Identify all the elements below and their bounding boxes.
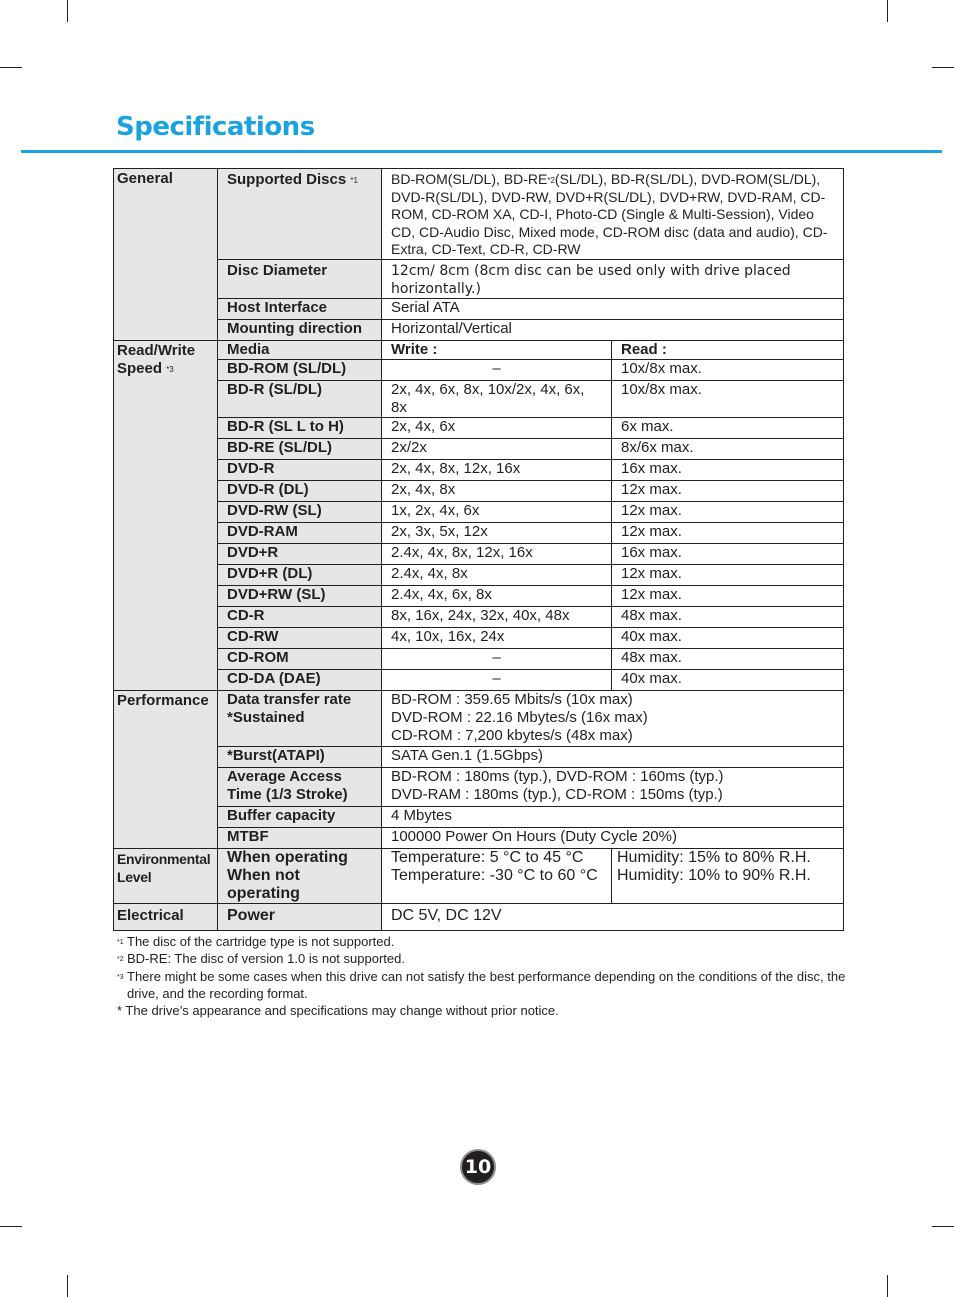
- row-mounting-direction: [114, 319, 844, 340]
- value-mounting-direction: Horizontal/Vertical: [382, 319, 844, 340]
- label-host-interface: Host Interface: [218, 298, 382, 319]
- header-media: Media: [218, 340, 382, 359]
- speed-row: [114, 480, 844, 501]
- value-buffer: 4 Mbytes: [382, 806, 844, 827]
- row-supported-discs: [114, 169, 844, 260]
- speed-write: 2x, 4x, 8x: [382, 480, 612, 501]
- speed-media: CD-DA (DAE): [218, 669, 382, 690]
- speed-write: 1x, 2x, 4x, 6x: [382, 501, 612, 522]
- crop-mark: [932, 67, 954, 68]
- value-burst: SATA Gen.1 (1.5Gbps): [382, 746, 844, 767]
- value-average-access: BD-ROM : 180ms (typ.), DVD-ROM : 160ms (typ.) DVD-RAM : 180ms (typ.), CD-ROM : 150ms (typ.): [382, 767, 844, 806]
- speed-row: [114, 359, 844, 380]
- row-host-interface: [114, 298, 844, 319]
- category-general: General: [114, 169, 218, 341]
- speed-write: –: [382, 648, 612, 669]
- speed-media: CD-RW: [218, 627, 382, 648]
- page-title: Specifications: [116, 112, 315, 142]
- label-burst: *Burst(ATAPI): [218, 746, 382, 767]
- speed-row: [114, 459, 844, 480]
- speed-media: DVD+RW (SL): [218, 585, 382, 606]
- value-host-interface: Serial ATA: [382, 298, 844, 319]
- speed-row: [114, 543, 844, 564]
- speed-row: [114, 438, 844, 459]
- category-electrical: Electrical: [114, 903, 218, 930]
- specifications-table: [113, 168, 844, 931]
- speed-media: BD-R (SL L to H): [218, 417, 382, 438]
- header-read: Read :: [612, 340, 844, 359]
- crop-mark: [0, 1226, 22, 1227]
- speed-media: CD-R: [218, 606, 382, 627]
- crop-mark: [887, 1275, 888, 1297]
- speed-read: 6x max.: [612, 417, 844, 438]
- speed-row: [114, 669, 844, 690]
- footnotes: [117, 933, 847, 1019]
- speed-read: 12x max.: [612, 585, 844, 606]
- row-mtbf: [114, 827, 844, 848]
- label-data-transfer: Data transfer rate *Sustained: [218, 690, 382, 746]
- crop-mark: [67, 0, 68, 22]
- speed-read: 48x max.: [612, 648, 844, 669]
- row-speed-header: [114, 340, 844, 359]
- label-environmental: When operating When not operating: [218, 848, 382, 903]
- speed-read: 10x/8x max.: [612, 380, 844, 417]
- speed-media: BD-R (SL/DL): [218, 380, 382, 417]
- speed-write: 2x, 4x, 6x: [382, 417, 612, 438]
- crop-mark: [0, 67, 22, 68]
- label-disc-diameter: Disc Diameter: [218, 259, 382, 298]
- speed-row: [114, 380, 844, 417]
- speed-write: 2x/2x: [382, 438, 612, 459]
- category-performance: Performance: [114, 690, 218, 848]
- speed-media: DVD+R (DL): [218, 564, 382, 585]
- row-burst: [114, 746, 844, 767]
- value-data-transfer: BD-ROM : 359.65 Mbits/s (10x max) DVD-ROM : 22.16 Mbytes/s (16x max) CD-ROM : 7,200 kbytes/s (48x max): [382, 690, 844, 746]
- value-temperature: Temperature: 5 °C to 45 °C Temperature: -30 °C to 60 °C: [382, 848, 612, 903]
- speed-read: 10x/8x max.: [612, 359, 844, 380]
- label-mtbf: MTBF: [218, 827, 382, 848]
- label-buffer: Buffer capacity: [218, 806, 382, 827]
- footnote: *3 There might be some cases when this drive can not satisfy the best performance depending on the conditions of the disc, the drive, and the recording format.: [117, 968, 846, 1001]
- crop-mark: [932, 1226, 954, 1227]
- crop-mark: [67, 1275, 68, 1297]
- speed-read: 40x max.: [612, 669, 844, 690]
- footnote: *1 The disc of the cartridge type is not supported.: [117, 934, 395, 949]
- speed-media: CD-ROM: [218, 648, 382, 669]
- speed-write: 2.4x, 4x, 8x, 12x, 16x: [382, 543, 612, 564]
- speed-write: 2.4x, 4x, 8x: [382, 564, 612, 585]
- row-data-transfer: [114, 690, 844, 746]
- label-power: Power: [218, 903, 382, 930]
- speed-media: DVD+R: [218, 543, 382, 564]
- speed-write: –: [382, 359, 612, 380]
- speed-read: 48x max.: [612, 606, 844, 627]
- speed-row: [114, 648, 844, 669]
- speed-write: 4x, 10x, 16x, 24x: [382, 627, 612, 648]
- category-read-write-speed: Read/Write Speed $^{*3}$: [114, 340, 218, 690]
- value-disc-diameter: 12cm/ 8cm (8cm disc can be used only with drive placed horizontally.): [382, 259, 844, 298]
- speed-row: [114, 606, 844, 627]
- speed-write: 2x, 3x, 5x, 12x: [382, 522, 612, 543]
- category-environmental: Environmental Level: [114, 848, 218, 903]
- title-rule: [21, 150, 942, 153]
- speed-row: [114, 564, 844, 585]
- value-supported-discs: BD-ROM(SL/DL), BD-RE$^{*2}$(SL/DL), BD-R(SL/DL), DVD-ROM(SL/DL), DVD-R(SL/DL), DVD-RW, DVD+R(SL/DL), DVD+RW, DVD-RAM, CD-ROM, CD-ROM XA, CD-I, Photo-CD (Single & Multi-Session), Video CD, CD-Audio Disc, Mixed mode, CD-ROM disc (data and audio), CD-Extra, CD-Text, CD-R, CD-RW: [382, 169, 844, 260]
- speed-write: –: [382, 669, 612, 690]
- row-environmental: [114, 848, 844, 903]
- row-average-access: [114, 767, 844, 806]
- speed-row: [114, 417, 844, 438]
- speed-row: [114, 585, 844, 606]
- footnote: *2 BD-RE: The disc of version 1.0 is not supported.: [117, 951, 405, 967]
- label-average-access: Average Access Time (1/3 Stroke): [218, 767, 382, 806]
- value-power: DC 5V, DC 12V: [382, 903, 844, 930]
- speed-read: 40x max.: [612, 627, 844, 648]
- speed-read: 12x max.: [612, 564, 844, 585]
- speed-read: 12x max.: [612, 501, 844, 522]
- crop-mark: [887, 0, 888, 22]
- speed-row: [114, 501, 844, 522]
- row-electrical: [114, 903, 844, 930]
- speed-media: DVD-RW (SL): [218, 501, 382, 522]
- speed-read: 8x/6x max.: [612, 438, 844, 459]
- page-number: 10: [460, 1149, 496, 1185]
- speed-media: DVD-R: [218, 459, 382, 480]
- speed-read: 16x max.: [612, 459, 844, 480]
- header-write: Write :: [382, 340, 612, 359]
- speed-media: DVD-R (DL): [218, 480, 382, 501]
- speed-read: 12x max.: [612, 522, 844, 543]
- speed-row: [114, 522, 844, 543]
- speed-read: 12x max.: [612, 480, 844, 501]
- speed-write: 8x, 16x, 24x, 32x, 40x, 48x: [382, 606, 612, 627]
- disclaimer: * The drive’s appearance and specifications may change without prior notice.: [117, 1003, 559, 1019]
- row-buffer: [114, 806, 844, 827]
- speed-write: 2x, 4x, 8x, 12x, 16x: [382, 459, 612, 480]
- speed-read: 16x max.: [612, 543, 844, 564]
- value-mtbf: 100000 Power On Hours (Duty Cycle 20%): [382, 827, 844, 848]
- row-disc-diameter: [114, 259, 844, 298]
- speed-media: BD-RE (SL/DL): [218, 438, 382, 459]
- label-mounting-direction: Mounting direction: [218, 319, 382, 340]
- speed-row: [114, 627, 844, 648]
- speed-write: 2.4x, 4x, 6x, 8x: [382, 585, 612, 606]
- label-supported-discs: Supported Discs $^{*1}$: [218, 169, 382, 260]
- speed-media: DVD-RAM: [218, 522, 382, 543]
- speed-media: BD-ROM (SL/DL): [218, 359, 382, 380]
- speed-write: 2x, 4x, 6x, 8x, 10x/2x, 4x, 6x, 8x: [382, 380, 612, 417]
- value-humidity: Humidity: 15% to 80% R.H. Humidity: 10% to 90% R.H.: [612, 848, 844, 903]
